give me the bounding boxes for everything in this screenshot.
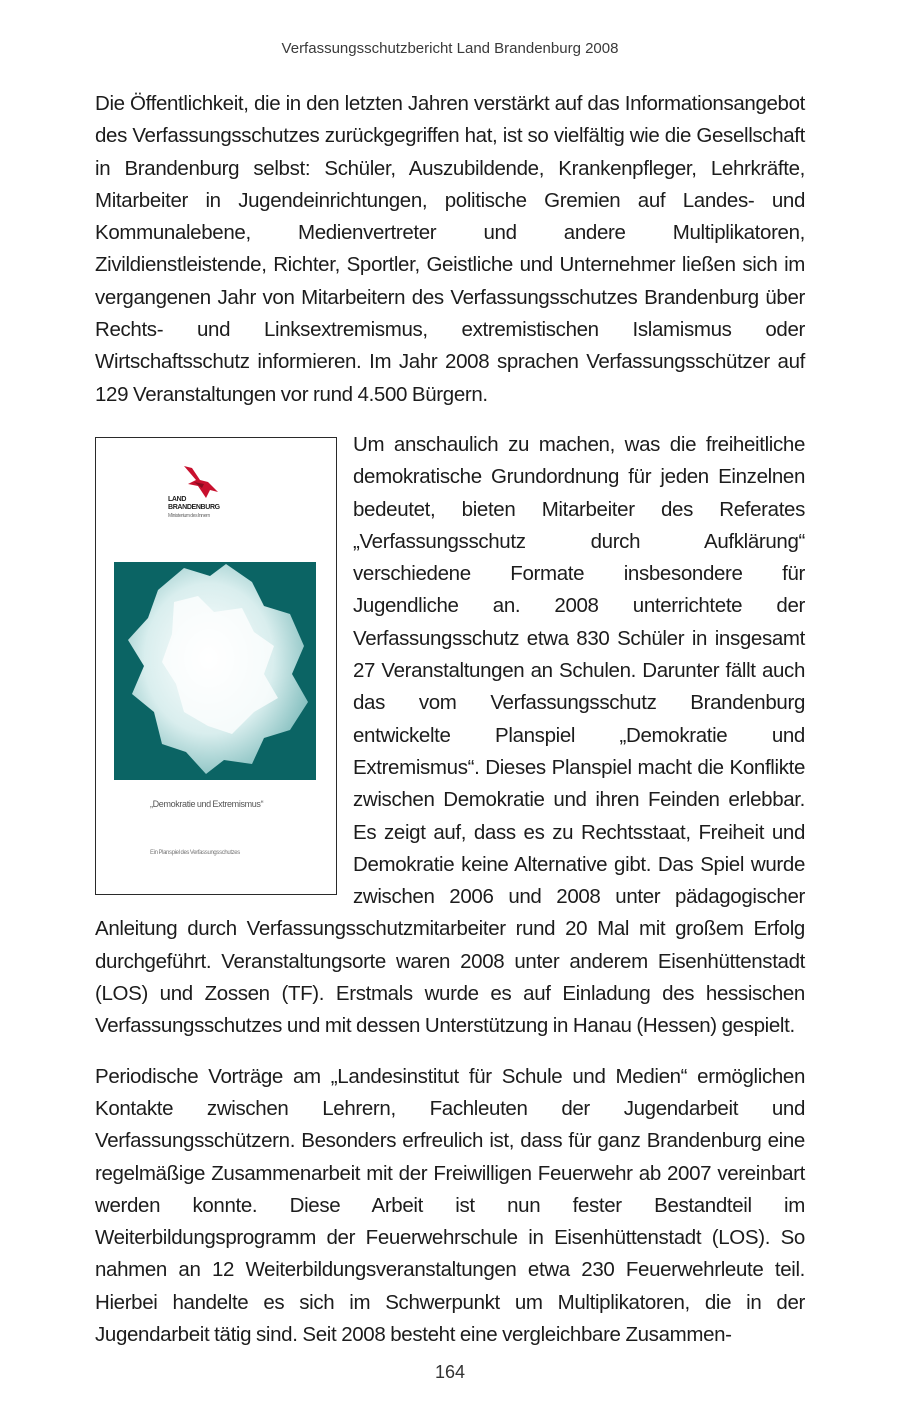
page-number: 164 bbox=[434, 1362, 466, 1382]
paragraph-planspiel: Um anschaulich zu machen, was die freiheitliche demokratische Grundordnung für jeden Einzelnen bedeutet, bieten Mitarbeiter des Referates „Verfassungsschutz durch Aufklärung“ verschiedene Formate insbesondere für Jugendliche an. 2008 unterrichtete der Verfassungsschutz etwa 830 Schüler in insgesamt 27 Veranstaltungen an Schulen. Darunter fällt auch das vom Verfassungsschutz Brandenburg entwickelte Planspiel „Demokratie und Extremismus“. Dieses Planspiel macht die Konflikte zwischen Demokratie und ihren Feinden erlebbar. Es zeigt auf, dass es zu Rechtsstaat, Freiheit und Demokratie keine Alternative gibt. Das Spiel wurde zwischen 2006 und 2008 unter pädagogischer Anleitung durch Verfassungsschutzmitarbeiter rund 20 Mal mit großem Erfolg durchgeführt. Veranstaltungsorte waren 2008 unter anderem Eisenhüttenstadt (LOS) und Zossen (TF). Erstmals wurde es auf Einladung des hessischen Verfassungsschutzes und mit dessen Unterstützung in Hanau (Hessen) gespielt. bbox=[95, 432, 805, 1038]
running-header: Verfassungsschutzbericht Land Brandenburg 2008 bbox=[281, 40, 619, 57]
cover-title: „Demokratie und Extremismus“ bbox=[150, 798, 264, 809]
paragraph-feuerwehr: Periodische Vorträge am „Landesinstitut für Schule und Medien“ ermöglichen Kontakte zwischen Lehrern, Fachleuten der Jugendarbeit und Verfassungsschützern. Besonders erfreulich ist, dass für ganz Brandenburg eine regelmäßige Zusammenarbeit mit der Freiwilligen Feuerwehr ab 2007 vereinbart werden konnte. Diese Arbeit ist nun fester Bestandteil im Weiterbildungsprogramm der Feuerwehrschule in Eisenhüttenstadt (LOS). So nahmen an 12 Weiterbildungsveranstaltungen etwa 230 Feuerwehrleute teil. Hierbei handelte es sich im Schwerpunkt um Multiplikatoren, die in der Jugendarbeit tätig sind. Seit 2008 besteht eine vergleichbare Zusammen- bbox=[95, 1064, 805, 1346]
cover-subtitle: Ein Planspiel des Verfassungsschutzes bbox=[150, 849, 240, 856]
brochure-cover-image bbox=[95, 437, 337, 895]
body-text bbox=[95, 88, 805, 1369]
logo-line-brandenburg: BRANDENBURG bbox=[168, 503, 220, 511]
logo-subline: Ministerium des Innern bbox=[168, 512, 210, 519]
logo-line-land: LAND bbox=[168, 495, 187, 503]
paragraph-public-outreach: Die Öffentlichkeit, die in den letzten Jahren verstärkt auf das Informationsangebot des Verfassungsschutzes zurückgegriffen hat, ist so vielfältig wie die Gesellschaft in Brandenburg selbst: Schüler, Auszubildende, Krankenpfleger, Lehrkräfte, Mitarbeiter in Jugendeinrichtungen, politische Gremien auf Landes- und Kommunalebene, Medienvertreter und andere Multiplikatoren, Zivildienstleistende, Richter, Sportler, Geistliche und Unternehmer ließen sich im vergangenen Jahr von Mitarbeitern des Verfassungsschutzes Brandenburg über Rechts- und Linksextremismus, extremistischen Islamismus oder Wirtschaftsschutz informieren. Im Jahr 2008 sprachen Verfassungsschützer auf 129 Veranstaltungen vor rund 4.500 Bürgern. bbox=[95, 92, 805, 406]
map-silhouette-art bbox=[114, 562, 316, 780]
brandenburg-logo-text bbox=[168, 496, 258, 520]
